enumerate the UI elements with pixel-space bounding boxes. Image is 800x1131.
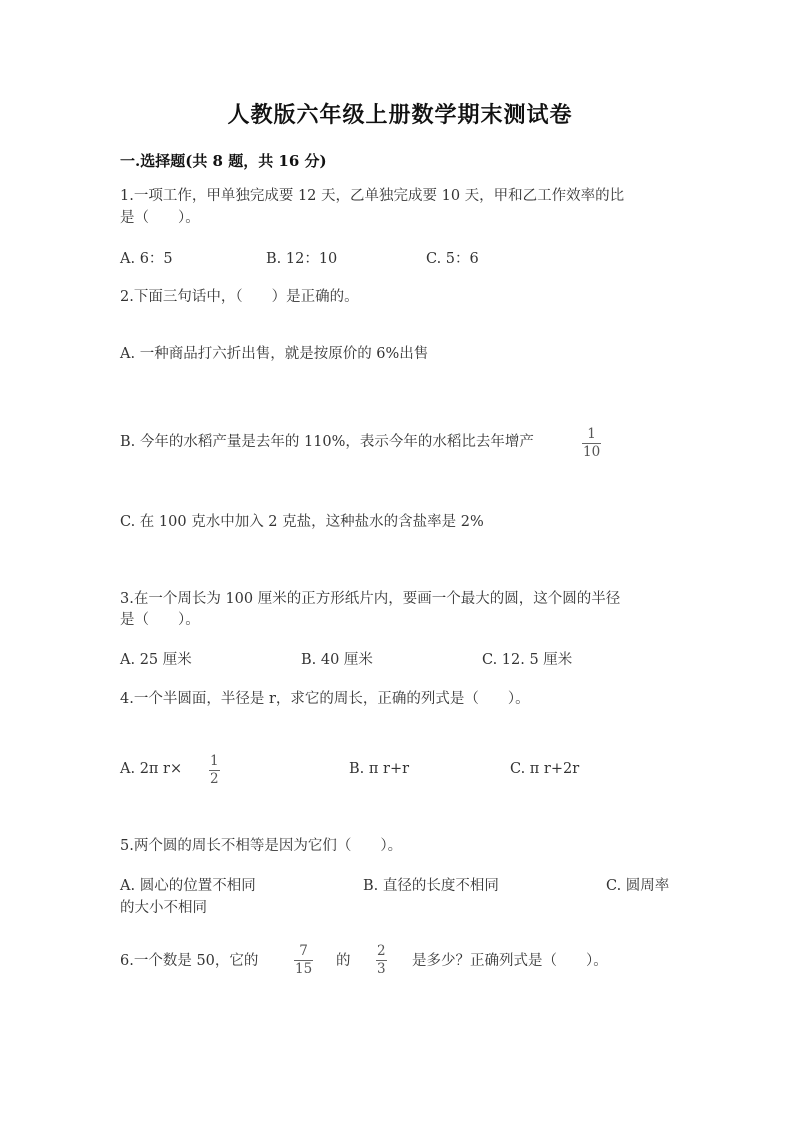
question-1-stem-line2: 是（ ）。 xyxy=(120,210,200,226)
fraction-numerator: 1 xyxy=(587,426,596,442)
question-5-option-a: A. 圆心的位置不相同 xyxy=(120,878,256,894)
question-6-stem-part3: 是多少？正确列式是（ ）。 xyxy=(412,953,608,969)
fraction-denominator: 3 xyxy=(377,961,386,977)
question-3-option-b: B. 40 厘米 xyxy=(301,652,373,668)
question-6-stem-part1: 6.一个数是 50，它的 xyxy=(120,953,259,969)
question-1-stem-line1: 1.一项工作，甲单独完成要 12 天，乙单独完成要 10 天，甲和乙工作效率的比 xyxy=(120,188,625,204)
fraction-one-half xyxy=(209,754,220,787)
fraction-numerator: 7 xyxy=(299,943,308,959)
fraction-denominator: 2 xyxy=(210,771,219,787)
question-1-option-b: B. 12：10 xyxy=(266,251,338,267)
question-5-stem: 5.两个圆的周长不相等是因为它们（ ）。 xyxy=(120,838,403,854)
question-3-option-c: C. 12. 5 厘米 xyxy=(482,652,573,668)
question-3-stem-line1: 3.在一个周长为 100 厘米的正方形纸片内，要画一个最大的圆，这个圆的半径 xyxy=(120,591,621,607)
question-3-option-a: A. 25 厘米 xyxy=(120,652,192,668)
question-4-option-a: A. 2π r× xyxy=(120,761,183,777)
question-2-stem: 2.下面三句话中，（ ）是正确的。 xyxy=(120,289,359,305)
fraction-seven-fifteenths xyxy=(294,944,313,977)
question-6-stem-part2: 的 xyxy=(336,953,351,969)
question-2-option-b: B. 今年的水稻产量是去年的 110%，表示今年的水稻比去年增产 xyxy=(120,434,534,450)
fraction-numerator: 2 xyxy=(377,943,386,959)
fraction-one-tenth xyxy=(582,427,601,460)
question-4-stem: 4.一个半圆面，半径是 r，求它的周长，正确的列式是（ ）。 xyxy=(120,691,530,707)
question-2-option-c: C. 在 100 克水中加入 2 克盐，这种盐水的含盐率是 2% xyxy=(120,514,484,530)
question-4-option-c: C. π r+2r xyxy=(510,761,580,777)
question-4-option-b: B. π r+r xyxy=(349,761,410,777)
fraction-two-thirds xyxy=(376,944,387,977)
fraction-numerator: 1 xyxy=(210,753,219,769)
question-1-option-c: C. 5：6 xyxy=(426,251,479,267)
fraction-denominator: 10 xyxy=(583,444,601,460)
question-5-option-b: B. 直径的长度不相同 xyxy=(363,878,499,894)
question-3-stem-line2: 是（ ）。 xyxy=(120,612,200,628)
question-2-option-a: A. 一种商品打六折出售，就是按原价的 6%出售 xyxy=(120,346,429,362)
fraction-denominator: 15 xyxy=(295,961,313,977)
section-heading: 一.选择题(共 8 题，共 16 分) xyxy=(120,152,327,170)
page-title: 人教版六年级上册数学期末测试卷 xyxy=(227,102,573,128)
question-5-option-c-continued: 的大小不相同 xyxy=(120,900,207,916)
question-5-option-c: C. 圆周率 xyxy=(606,878,670,894)
question-1-option-a: A. 6：5 xyxy=(120,251,173,267)
